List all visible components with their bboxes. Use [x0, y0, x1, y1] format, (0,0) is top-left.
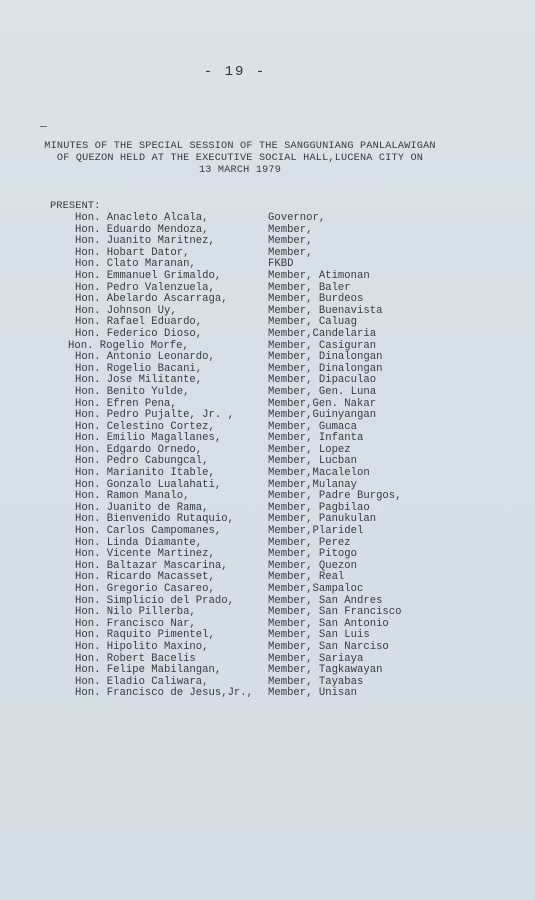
member-name: Hon. Nilo Pillerba, — [75, 606, 196, 619]
member-name: Hon. Vicente Martinez, — [75, 548, 215, 561]
member-office: Member, Lucban — [268, 455, 358, 468]
member-office: Member, — [268, 223, 313, 236]
member-office: Member, Dipaculao — [268, 374, 377, 387]
member-office: Member, Perez — [268, 536, 351, 549]
member-name: Hon. Juanito de Rama, — [75, 501, 209, 514]
member-name: Hon. Pedro Cabungcal, — [75, 455, 209, 468]
member-name: Hon. Ramon Manalo, — [75, 490, 190, 503]
member-office: Member, Sariaya — [268, 652, 364, 665]
roster-row — [0, 688, 535, 700]
member-office: Member, San Antonio — [268, 617, 389, 630]
member-office: Member, Buenavista — [268, 304, 383, 317]
member-name: Hon. Juanito Maritnez, — [75, 235, 215, 248]
member-office: Member, Quezon — [268, 559, 358, 572]
member-name: Hon. Simplicio del Prado, — [75, 594, 234, 607]
roster-row — [0, 329, 535, 341]
member-office: Member, Pagbilao — [268, 501, 370, 514]
member-name: Hon. Pedro Pujalte, Jr. , — [75, 409, 234, 422]
member-name: Hon. Bienvenido Rutaquio, — [75, 513, 234, 526]
roster-row — [0, 387, 535, 399]
roster-row — [0, 665, 535, 677]
minutes-title — [30, 141, 450, 177]
member-name: Hon. Gonzalo Lualahati, — [75, 478, 222, 491]
member-office: Member, Gumaca — [268, 420, 358, 433]
member-office: Member,Plaridel — [268, 525, 364, 538]
member-office: Member,Sampaloc — [268, 583, 364, 595]
member-name: Hon. Jose Militante, — [75, 374, 203, 387]
title-line-2: OF QUEZON HELD AT THE EXECUTIVE SOCIAL HALL,LUCENA CITY ON — [56, 153, 424, 164]
member-name: Hon. Baltazar Mascarina, — [75, 559, 228, 572]
roster-row — [0, 271, 535, 283]
member-name: Hon. Eduardo Mendoza, — [75, 223, 209, 236]
member-name: Hon. Rogelio Morfe, — [68, 339, 189, 352]
member-name: Hon. Raquito Pimentel, — [75, 629, 215, 642]
member-office: Member, Tayabas — [268, 675, 364, 688]
member-name: Hon. Clato Maranan, — [75, 258, 196, 271]
roster-row — [0, 410, 535, 422]
member-office: Member, Real — [268, 571, 345, 584]
member-office: Member, Padre Burgos, — [268, 490, 402, 503]
member-office: Member, Lopez — [268, 443, 351, 456]
member-office: Member, San Luis — [268, 629, 370, 642]
roster-row — [0, 584, 535, 596]
member-office: Member,Gen. Nakar — [268, 397, 377, 410]
member-name: Hon. Federico Dioso, — [75, 327, 203, 340]
member-name: Hon. Emilio Magallanes, — [75, 432, 222, 445]
member-office: Member, San Andres — [268, 594, 383, 607]
member-office: Member,Guinyangan — [268, 409, 377, 422]
member-office: Member, Casiguran — [268, 339, 377, 352]
roster-row — [0, 294, 535, 306]
member-name: Hon. Eladio Caliwara, — [75, 675, 209, 688]
roster-row — [0, 526, 535, 538]
present-label: PRESENT: — [50, 200, 101, 212]
member-name: Hon. Emmanuel Grimaldo, — [75, 269, 222, 282]
member-name: Hon. Carlos Campomanes, — [75, 525, 222, 538]
member-office: Member,Candelaria — [268, 327, 377, 340]
margin-mark — [40, 126, 47, 127]
member-name: Hon. Rafael Eduardo, — [75, 316, 203, 329]
member-name: Hon. Pedro Valenzuela, — [75, 281, 215, 294]
roster-row — [0, 352, 535, 364]
member-name: Hon. Robert Bacelis — [75, 652, 196, 665]
member-name: Hon. Hobart Dator, — [75, 246, 190, 259]
member-office: Member,Macalelon — [268, 467, 370, 480]
roster-row — [0, 642, 535, 654]
member-office: FKBD — [268, 258, 294, 271]
member-office: Member, Pitogo — [268, 548, 358, 561]
member-name: Hon. Abelardo Ascarraga, — [75, 293, 228, 306]
member-name: Hon. Johnson Uy, — [75, 304, 177, 317]
member-office: Member, San Francisco — [268, 606, 402, 619]
roster-row — [0, 213, 535, 225]
member-name: Hon. Edgardo Ornedo, — [75, 443, 203, 456]
member-office: Member, Burdeos — [268, 293, 364, 306]
member-office: Member, — [268, 246, 313, 259]
member-name: Hon. Francisco Nar, — [75, 617, 196, 630]
member-office: Member, Unisan — [268, 687, 358, 700]
roster-row — [0, 468, 535, 480]
member-office: Member,Mulanay — [268, 478, 358, 491]
member-name: Hon. Marianito Itable, — [75, 467, 215, 480]
member-office: Member, Baler — [268, 281, 351, 294]
member-name: Hon. Benito Yulde, — [75, 385, 190, 398]
member-name: Hon. Anacleto Alcala, — [75, 212, 209, 224]
member-name: Hon. Celestino Cortez, — [75, 420, 215, 433]
member-name: Hon. Hipolito Maxino, — [75, 640, 209, 653]
member-office: Member, Dinalongan — [268, 351, 383, 364]
member-name: Hon. Ricardo Macasset, — [75, 571, 215, 584]
title-line-3: 13 MARCH 1979 — [198, 165, 282, 176]
member-name: Hon. Antonio Leonardo, — [75, 351, 215, 364]
member-office: Member, Dinalongan — [268, 362, 383, 375]
member-name: Hon. Gregorio Casareo, — [75, 583, 215, 595]
attendance-roster — [0, 213, 535, 700]
member-office: Member, — [268, 235, 313, 248]
member-name: Hon. Felipe Mabilangan, — [75, 664, 222, 677]
title-line-1: MINUTES OF THE SPECIAL SESSION OF THE SANGGUNIANG PANLALAWIGAN — [44, 141, 436, 152]
page-number: - 19 - — [203, 64, 267, 80]
member-name: Hon. Rogelio Bacani, — [75, 362, 203, 375]
member-office: Member, Caluag — [268, 316, 358, 329]
member-name: Hon. Francisco de Jesus,Jr., — [75, 687, 254, 700]
member-office: Member, Atimonan — [268, 269, 370, 282]
member-office: Governor, — [268, 212, 326, 224]
member-name: Hon. Efren Pena, — [75, 397, 177, 410]
member-office: Member, Panukulan — [268, 513, 377, 526]
member-office: Member, Gen. Luna — [268, 385, 377, 398]
member-office: Member, San Narciso — [268, 640, 389, 653]
member-name: Hon. Linda Diamante, — [75, 536, 203, 549]
member-office: Member, Infanta — [268, 432, 364, 445]
member-office: Member, Tagkawayan — [268, 664, 383, 677]
